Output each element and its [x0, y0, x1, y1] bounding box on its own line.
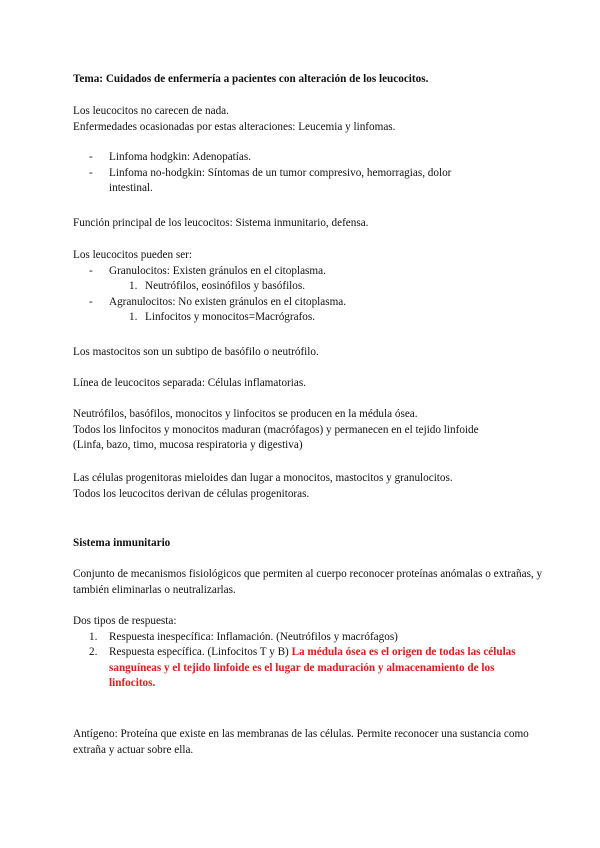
list-bullet: - — [89, 264, 93, 277]
list-item-text: Linfoma hodgkin: Adenopatías. — [109, 151, 251, 163]
list-item — [73, 264, 543, 280]
mastocitos-block — [73, 345, 543, 361]
respuesta-block — [73, 614, 543, 692]
tipos-heading: Los leucocitos pueden ser: — [73, 249, 192, 261]
highlighted-text: La médula ósea es el origen de todas las células sanguíneas y el tejido linfoide es el lugar de maduración y almacenamiento de los linfocitos. — [109, 646, 516, 689]
funcion-block — [73, 216, 543, 232]
list-item-text: Linfocitos y monocitos=Macrógrafos. — [145, 311, 316, 323]
list-item-text: Granulocitos: Existen gránulos en el citoplasma. — [109, 264, 326, 277]
progenitoras-line-1: Las células progenitoras mieloides dan lugar a monocitos, mastocitos y granulocitos. — [73, 472, 453, 484]
list-item — [73, 310, 543, 326]
section-heading: Sistema inmunitario — [73, 537, 171, 549]
list-item-text: Respuesta inespecífica: Inflamación. (Neutrófilos y macrófagos) — [109, 630, 398, 643]
produccion-block — [73, 407, 543, 454]
list-number: 1. — [89, 630, 98, 643]
list-item — [73, 166, 543, 197]
intro-block — [73, 104, 543, 135]
tipos-block — [73, 248, 543, 326]
antigeno-text: Antígeno: Proteína que existe en las membranas de las células. Permite reconocer una sustancia como extraña y actuar sobre ella. — [73, 728, 529, 756]
list-item — [73, 150, 543, 166]
intro-line-1: Los leucocitos no carecen de nada. — [73, 105, 229, 117]
progenitoras-line-2: Todos los leucocitos derivan de células progenitoras. — [73, 487, 310, 500]
produccion-line-2: Todos los linfocitos y monocitos maduran (macrófagos) y permanecen en el tejido linfoide — [73, 423, 479, 436]
list-number: 1. — [129, 280, 138, 292]
produccion-line-1: Neutrófilos, basófilos, monocitos y linfocitos se producen en la médula ósea. — [73, 408, 418, 420]
list-item-text: Neutrófilos, eosinófilos y basófilos. — [145, 280, 306, 292]
list-bullet: - — [89, 166, 93, 179]
list-item-text: Linfoma no-hodgkin: Síntomas de un tumor compresivo, hemorragias, dolor intestinal. — [109, 166, 452, 194]
list-item — [73, 630, 543, 646]
diseases-list — [73, 150, 543, 197]
progenitoras-block — [73, 471, 543, 502]
respuesta-heading: Dos tipos de respuesta: — [73, 615, 177, 627]
list-item — [73, 645, 543, 692]
mastocitos-text: Los mastocitos son un subtipo de basófilo o neutrófilo. — [73, 346, 319, 358]
list-item-text: Agranulocitos: No existen gránulos en el citoplasma. — [109, 295, 347, 308]
linea-text: Línea de leucocitos separada: Células inflamatorias. — [73, 377, 306, 389]
list-number: 1. — [129, 311, 138, 323]
sistema-definicion: Conjunto de mecanismos fisiológicos que permiten al cuerpo reconocer proteínas anómalas o extrañas, y también eliminarlas o neutralizarlas. — [73, 568, 543, 596]
intro-line-2: Enfermedades ocasionadas por estas alteraciones: Leucemia y linfomas. — [73, 120, 396, 133]
linea-block — [73, 376, 543, 392]
list-bullet: - — [89, 295, 93, 308]
produccion-line-3: (Linfa, bazo, timo, mucosa respiratoria y digestiva) — [73, 439, 303, 451]
sistema-definicion-block — [73, 567, 543, 598]
respuesta-especifica-text: Respuesta específica. (Linfocitos T y B) — [109, 646, 289, 658]
page-title: Tema: Cuidados de enfermería a pacientes con alteración de los leucocitos. — [73, 73, 429, 85]
list-item — [73, 279, 543, 295]
list-number: 2. — [89, 646, 98, 658]
funcion-text: Función principal de los leucocitos: Sistema inmunitario, defensa. — [73, 217, 369, 229]
list-bullet: - — [89, 151, 93, 163]
title-block — [73, 72, 543, 88]
sistema-heading-block — [73, 536, 543, 552]
list-item — [73, 295, 543, 311]
antigeno-block — [73, 727, 543, 758]
list-item-text — [109, 645, 529, 692]
